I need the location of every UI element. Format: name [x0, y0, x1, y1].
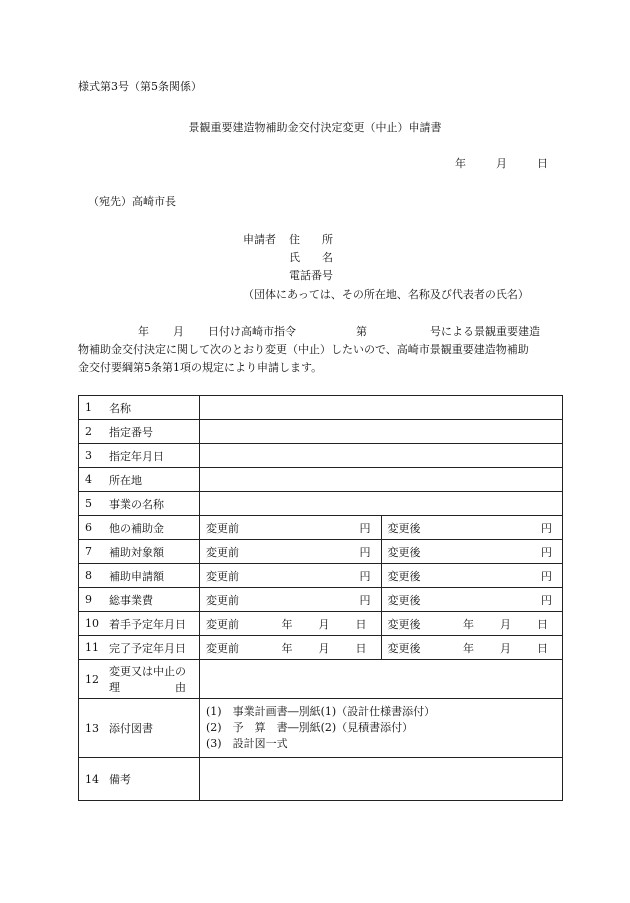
body-line-3: 金交付要綱第5条第1項の規定により申請します。 [78, 361, 323, 374]
table-row [79, 516, 563, 540]
table-row [79, 660, 563, 699]
applicant-note: （団体にあっては、その所在地、名称及び代表者の氏名） [243, 288, 529, 301]
attachment-item: (3) 設計図一式 [206, 737, 288, 750]
row-number: 3 [79, 444, 110, 468]
body-line-2: 物補助金交付決定に関して次のとおり変更（中止）したいので、高崎市景観重要建造物補助 [78, 343, 529, 356]
row-label-remarks: 備考 [109, 758, 200, 801]
row-number: 5 [79, 492, 110, 516]
eligible-amount-after[interactable]: 変更後 円 [381, 540, 563, 564]
applicant-name-label: 氏 名 [289, 251, 333, 264]
project-name-value[interactable] [200, 492, 563, 516]
remarks-value[interactable] [200, 758, 563, 801]
completion-date-after[interactable]: 変更後 年 月 日 [381, 636, 563, 660]
row-label-attachments: 添付図書 [109, 699, 200, 758]
table-row [79, 420, 563, 444]
table-row [79, 396, 563, 420]
row-number: 9 [79, 588, 110, 612]
attachment-item: (1) 事業計画書―別紙(1)（設計仕様書添付） [206, 705, 436, 718]
attachments-list [200, 699, 563, 758]
row-number: 8 [79, 564, 110, 588]
row-label-requested-amount: 補助申請額 [109, 564, 200, 588]
reason-label-line-2: 理 由 [109, 681, 186, 694]
row-label-eligible-amount: 補助対象額 [109, 540, 200, 564]
applicant-phone-label: 電話番号 [289, 269, 333, 282]
completion-date-before[interactable]: 変更前 年 月 日 [200, 636, 382, 660]
name-value[interactable] [200, 396, 563, 420]
other-subsidy-after[interactable]: 変更後 円 [381, 516, 563, 540]
date-line [455, 155, 548, 171]
row-label-start-date: 着手予定年月日 [109, 612, 200, 636]
requested-amount-after[interactable]: 変更後 円 [381, 564, 563, 588]
body-designation: 日付け高崎市指令 [208, 325, 296, 338]
requested-amount-before[interactable]: 変更前 円 [200, 564, 382, 588]
row-label-location: 所在地 [109, 468, 200, 492]
form-title: 景観重要建造物補助金交付決定変更（中止）申請書 [188, 121, 442, 134]
row-label-completion-date: 完了予定年月日 [109, 636, 200, 660]
row-number: 7 [79, 540, 110, 564]
start-date-before[interactable]: 変更前 年 月 日 [200, 612, 382, 636]
year-label: 年 [455, 157, 466, 170]
row-label-designation-number: 指定番号 [109, 420, 200, 444]
row-label-name: 名称 [109, 396, 200, 420]
eligible-amount-before[interactable]: 変更前 円 [200, 540, 382, 564]
table-row [79, 612, 563, 636]
table-row [79, 540, 563, 564]
body-year: 年 [138, 325, 149, 338]
month-label: 月 [496, 157, 507, 170]
table-row [79, 492, 563, 516]
table-row [79, 564, 563, 588]
body-dai: 第 [356, 325, 367, 338]
designation-date-value[interactable] [200, 444, 563, 468]
reason-value[interactable] [200, 660, 563, 699]
row-label-designation-date: 指定年月日 [109, 444, 200, 468]
table-row [79, 758, 563, 801]
other-subsidy-before[interactable]: 変更前 円 [200, 516, 382, 540]
location-value[interactable] [200, 468, 563, 492]
table-row [79, 699, 563, 758]
row-number: 4 [79, 468, 110, 492]
row-number: 14 [79, 758, 110, 801]
total-cost-after[interactable]: 変更後 円 [381, 588, 563, 612]
row-number: 11 [79, 636, 110, 660]
addressee: （宛先）高崎市長 [88, 195, 176, 208]
reason-label-line-1: 変更又は中止の [109, 665, 186, 678]
row-label-other-subsidy: 他の補助金 [109, 516, 200, 540]
row-number: 13 [79, 699, 110, 758]
row-label-reason [109, 660, 200, 699]
body-month: 月 [173, 325, 184, 338]
application-table [78, 395, 563, 801]
applicant-address-label: 住 所 [289, 233, 333, 246]
total-cost-before[interactable]: 変更前 円 [200, 588, 382, 612]
row-number: 10 [79, 612, 110, 636]
form-number: 様式第3号（第5条関係） [78, 80, 202, 93]
table-row [79, 636, 563, 660]
row-number: 6 [79, 516, 110, 540]
table-row [79, 588, 563, 612]
body-gou: 号による景観重要建造 [430, 325, 540, 338]
row-number: 12 [79, 660, 110, 699]
day-label: 日 [537, 157, 548, 170]
table-row [79, 444, 563, 468]
applicant-label: 申請者 [243, 233, 276, 246]
attachment-item: (2) 予 算 書―別紙(2)（見積書添付） [206, 721, 414, 734]
row-label-project-name: 事業の名称 [109, 492, 200, 516]
table-row [79, 468, 563, 492]
row-label-total-cost: 総事業費 [109, 588, 200, 612]
row-number: 1 [79, 396, 110, 420]
row-number: 2 [79, 420, 110, 444]
start-date-after[interactable]: 変更後 年 月 日 [381, 612, 563, 636]
designation-number-value[interactable] [200, 420, 563, 444]
